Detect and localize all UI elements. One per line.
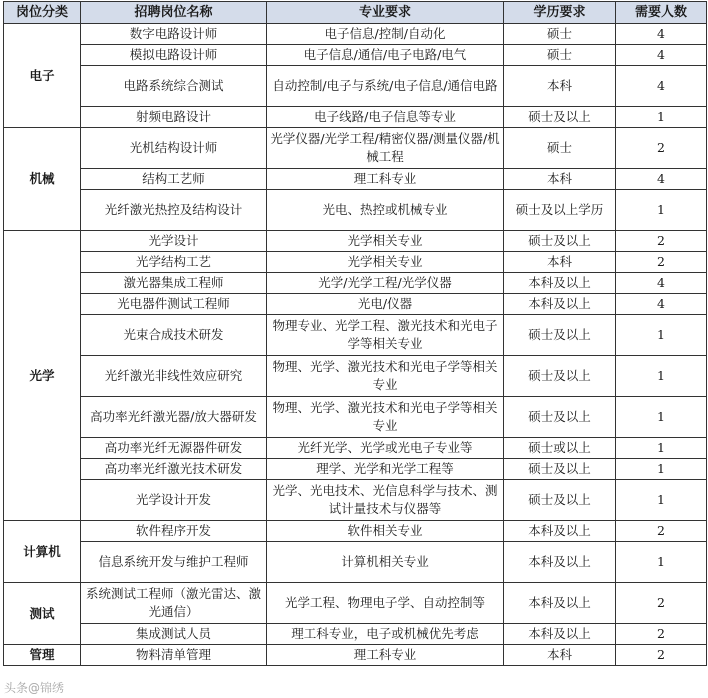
major-cell: 光学相关专业 — [267, 231, 504, 252]
position-cell: 结构工艺师 — [81, 169, 267, 190]
table-row — [4, 459, 707, 480]
header-category: 岗位分类 — [4, 2, 81, 24]
category-cell: 电子 — [4, 24, 81, 128]
count-cell: 2 — [616, 645, 707, 666]
education-cell: 硕士及以上 — [504, 480, 616, 521]
table-row — [4, 231, 707, 252]
major-cell: 光学/光学工程/光学仪器 — [267, 273, 504, 294]
count-cell: 1 — [616, 438, 707, 459]
count-cell: 4 — [616, 273, 707, 294]
position-cell: 模拟电路设计师 — [81, 45, 267, 66]
table-header-row — [4, 2, 707, 24]
count-cell: 2 — [616, 231, 707, 252]
table-row — [4, 624, 707, 645]
education-cell: 硕士及以上 — [504, 356, 616, 397]
education-cell: 硕士及以上学历 — [504, 190, 616, 231]
education-cell: 硕士及以上 — [504, 107, 616, 128]
table-row — [4, 542, 707, 583]
position-cell: 高功率光纤激光技术研发 — [81, 459, 267, 480]
education-cell: 硕士或以上 — [504, 438, 616, 459]
header-major: 专业要求 — [267, 2, 504, 24]
recruitment-table — [3, 1, 707, 666]
major-cell: 光纤光学、光学或光电子专业等 — [267, 438, 504, 459]
table-row — [4, 107, 707, 128]
count-cell: 2 — [616, 624, 707, 645]
position-cell: 高功率光纤无源器件研发 — [81, 438, 267, 459]
education-cell: 硕士 — [504, 45, 616, 66]
count-cell: 2 — [616, 583, 707, 624]
position-cell: 光学设计 — [81, 231, 267, 252]
major-cell: 理工科专业 — [267, 169, 504, 190]
major-cell: 光学仪器/光学工程/精密仪器/测量仪器/机械工程 — [267, 128, 504, 169]
major-cell: 软件相关专业 — [267, 521, 504, 542]
education-cell: 本科 — [504, 169, 616, 190]
count-cell: 4 — [616, 45, 707, 66]
table-row — [4, 521, 707, 542]
count-cell: 4 — [616, 169, 707, 190]
major-cell: 电子线路/电子信息等专业 — [267, 107, 504, 128]
category-cell: 光学 — [4, 231, 81, 521]
education-cell: 硕士及以上 — [504, 459, 616, 480]
position-cell: 数字电路设计师 — [81, 24, 267, 45]
count-cell: 1 — [616, 542, 707, 583]
table-row — [4, 169, 707, 190]
position-cell: 光机结构设计师 — [81, 128, 267, 169]
position-cell: 光纤激光非线性效应研究 — [81, 356, 267, 397]
major-cell: 物理、光学、激光技术和光电子学等相关专业 — [267, 397, 504, 438]
major-cell: 光学、光电技术、光信息科学与技术、测试计量技术与仪器等 — [267, 480, 504, 521]
position-cell: 激光器集成工程师 — [81, 273, 267, 294]
education-cell: 本科 — [504, 252, 616, 273]
position-cell: 信息系统开发与维护工程师 — [81, 542, 267, 583]
education-cell: 本科 — [504, 645, 616, 666]
table-row — [4, 480, 707, 521]
count-cell: 1 — [616, 459, 707, 480]
education-cell: 本科及以上 — [504, 521, 616, 542]
position-cell: 光纤激光热控及结构设计 — [81, 190, 267, 231]
category-cell: 机械 — [4, 128, 81, 231]
major-cell: 光学相关专业 — [267, 252, 504, 273]
education-cell: 本科及以上 — [504, 624, 616, 645]
count-cell: 4 — [616, 24, 707, 45]
position-cell: 物料清单管理 — [81, 645, 267, 666]
position-cell: 集成测试人员 — [81, 624, 267, 645]
education-cell: 本科及以上 — [504, 294, 616, 315]
position-cell: 光学设计开发 — [81, 480, 267, 521]
education-cell: 本科及以上 — [504, 273, 616, 294]
position-cell: 光束合成技术研发 — [81, 315, 267, 356]
table-row — [4, 397, 707, 438]
table-row — [4, 294, 707, 315]
table-row — [4, 438, 707, 459]
position-cell: 电路系统综合测试 — [81, 66, 267, 107]
count-cell: 1 — [616, 315, 707, 356]
education-cell: 硕士 — [504, 24, 616, 45]
count-cell: 2 — [616, 128, 707, 169]
major-cell: 理学、光学和光学工程等 — [267, 459, 504, 480]
count-cell: 1 — [616, 397, 707, 438]
table-row — [4, 356, 707, 397]
major-cell: 电子信息/通信/电子电路/电气 — [267, 45, 504, 66]
major-cell: 物理、光学、激光技术和光电子学等相关专业 — [267, 356, 504, 397]
table-row — [4, 583, 707, 624]
major-cell: 理工科专业 — [267, 645, 504, 666]
major-cell: 光学工程、物理电子学、自动控制等 — [267, 583, 504, 624]
count-cell: 1 — [616, 480, 707, 521]
category-cell: 计算机 — [4, 521, 81, 583]
position-cell: 光电器件测试工程师 — [81, 294, 267, 315]
education-cell: 本科及以上 — [504, 542, 616, 583]
category-cell: 管理 — [4, 645, 81, 666]
count-cell: 4 — [616, 294, 707, 315]
header-position: 招聘岗位名称 — [81, 2, 267, 24]
education-cell: 硕士及以上 — [504, 397, 616, 438]
table-row — [4, 645, 707, 666]
position-cell: 射频电路设计 — [81, 107, 267, 128]
position-cell: 光学结构工艺 — [81, 252, 267, 273]
major-cell: 电子信息/控制/自动化 — [267, 24, 504, 45]
major-cell: 光电/仪器 — [267, 294, 504, 315]
watermark: 头条@锦绣 — [4, 681, 65, 695]
position-cell: 软件程序开发 — [81, 521, 267, 542]
education-cell: 硕士 — [504, 128, 616, 169]
count-cell: 4 — [616, 66, 707, 107]
education-cell: 本科及以上 — [504, 583, 616, 624]
table-row — [4, 45, 707, 66]
count-cell: 1 — [616, 107, 707, 128]
header-count: 需要人数 — [616, 2, 707, 24]
header-education: 学历要求 — [504, 2, 616, 24]
position-cell: 高功率光纤激光器/放大器研发 — [81, 397, 267, 438]
major-cell: 物理专业、光学工程、激光技术和光电子学等相关专业 — [267, 315, 504, 356]
education-cell: 硕士及以上 — [504, 315, 616, 356]
table-row — [4, 24, 707, 45]
table-row — [4, 315, 707, 356]
education-cell: 本科 — [504, 66, 616, 107]
position-cell: 系统测试工程师（激光雷达、激光通信） — [81, 583, 267, 624]
category-cell: 测试 — [4, 583, 81, 645]
major-cell: 自动控制/电子与系统/电子信息/通信电路 — [267, 66, 504, 107]
major-cell: 理工科专业，电子或机械优先考虑 — [267, 624, 504, 645]
major-cell: 计算机相关专业 — [267, 542, 504, 583]
table-row — [4, 66, 707, 107]
count-cell: 2 — [616, 521, 707, 542]
table-row — [4, 273, 707, 294]
count-cell: 2 — [616, 252, 707, 273]
major-cell: 光电、热控或机械专业 — [267, 190, 504, 231]
table-row — [4, 252, 707, 273]
count-cell: 1 — [616, 356, 707, 397]
table-row — [4, 190, 707, 231]
table-row — [4, 128, 707, 169]
count-cell: 1 — [616, 190, 707, 231]
education-cell: 硕士及以上 — [504, 231, 616, 252]
